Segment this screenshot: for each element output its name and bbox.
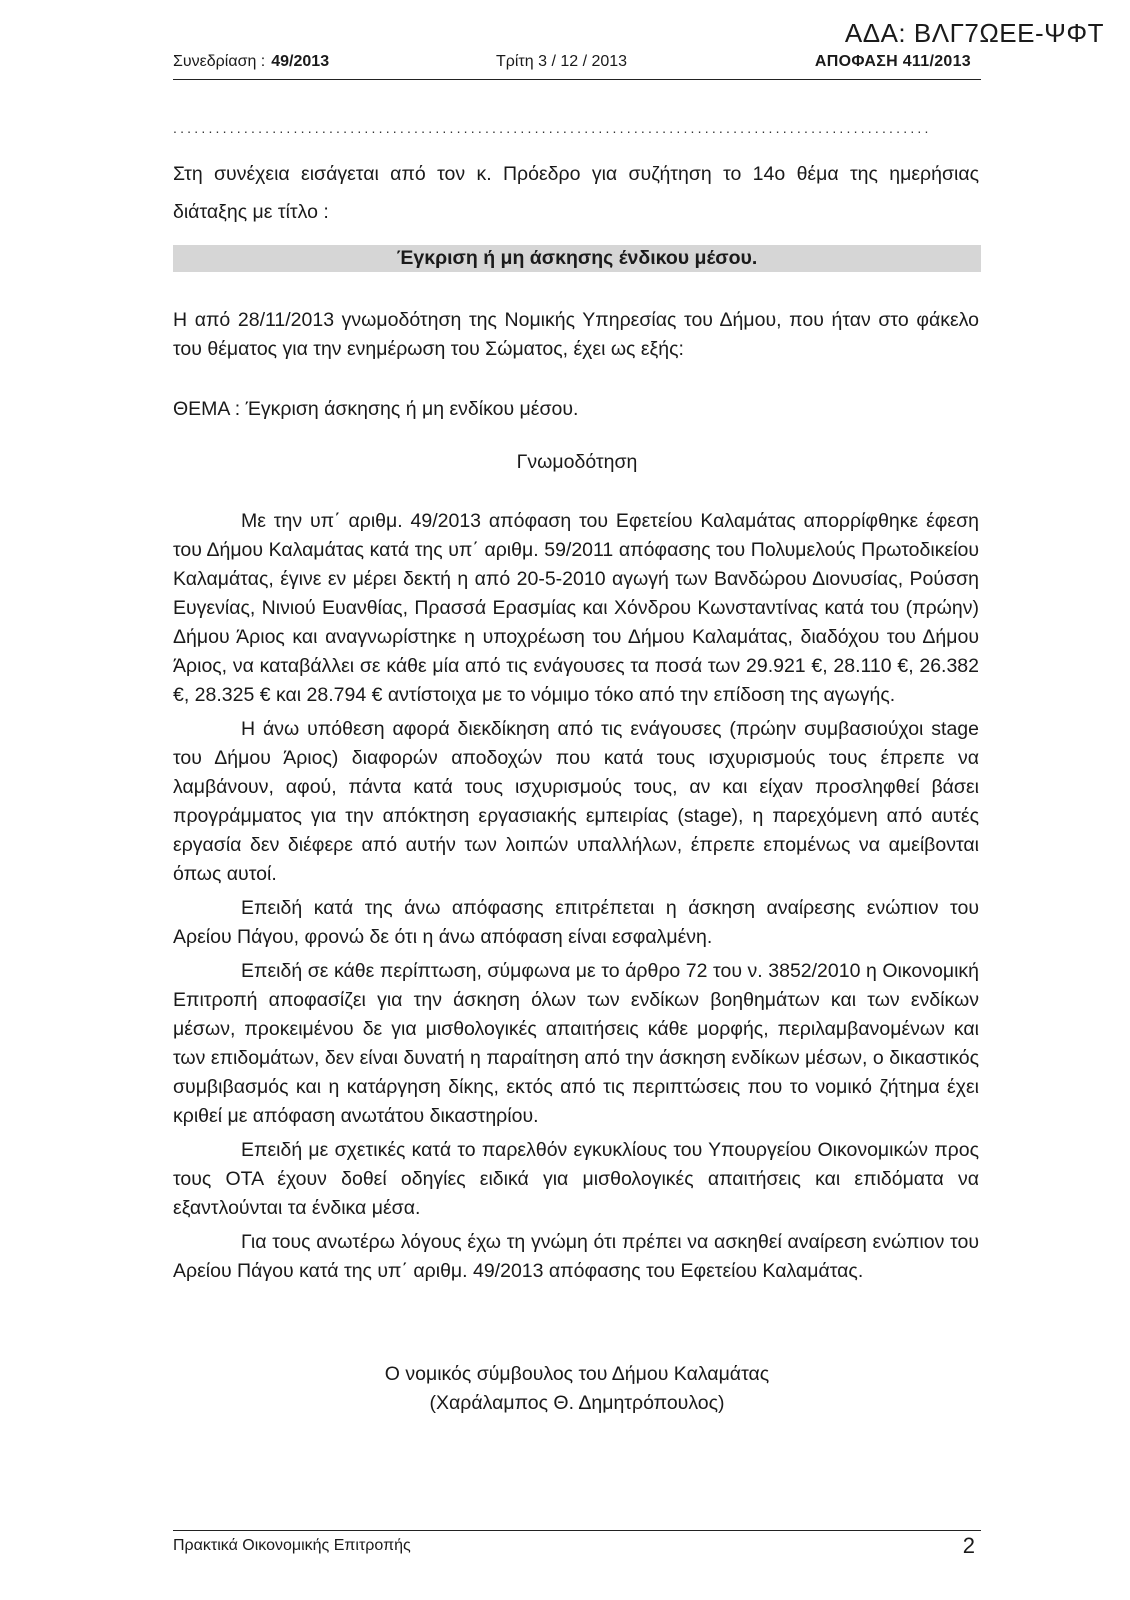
page-footer bbox=[173, 1530, 981, 1561]
subject-title: Έγκριση ή μη άσκησης ένδικου μέσου. bbox=[173, 245, 981, 272]
paragraph-3: Επειδή κατά της άνω απόφασης επιτρέπεται η άσκηση αναίρεσης ενώπιον του Αρείου Πάγου, φρονώ δε ότι η άνω απόφαση είναι εσφαλμένη. bbox=[173, 897, 979, 948]
opinion-intro-paragraph: Η από 28/11/2013 γνωμοδότηση της Νομικής Υπηρεσίας του Δήμου, που ήταν στο φάκελο του θέματος για την ενημέρωση του Σώματος, έχει ως εξής: bbox=[173, 309, 979, 360]
footer-label: Πρακτικά Οικονομικής Επιτροπής bbox=[173, 1537, 411, 1554]
session-info bbox=[173, 53, 329, 71]
signature-block bbox=[173, 1360, 981, 1418]
session-label: Συνεδρίαση : bbox=[173, 53, 266, 70]
subject-line: ΘΕΜΑ : Έγκριση άσκησης ή μη ενδίκου μέσου. bbox=[173, 398, 579, 420]
page-header bbox=[173, 53, 981, 80]
ada-code: ΑΔΑ: ΒΛΓ7ΩΕΕ-ΨΦΤ bbox=[844, 18, 1104, 48]
paragraph-1: Με την υπ΄ αριθμ. 49/2013 απόφαση του Εφετείου Καλαμάτας απορρίφθηκε έφεση του Δήμου Καλαμάτας κατά της υπ΄ αριθμ. 59/2011 απόφασης του Πολυμελούς Πρωτοδικείου Καλαμάτας, έγινε εν μέρει δεκτή η από 20-5-2010 αγωγή των Βανδώρου Διονυσίας, Ρούσση Ευγενίας, Νινιού Ευανθίας, Πρασσά Ερασμίας και Χόνδρου Κωνσταντίνας κατά του (πρώην) Δήμου Άριος και αναγνωρίστηκε η υποχρέωση του Δήμου Καλαμάτας, διαδόχου του Δήμου Άριος, να καταβάλλει σε κάθε μία από τις ενάγουσες τα ποσά των 29.921 €, 28.110 €, 26.382 €, 28.325 € και 28.794 € αντίστοιχα με το νόμιμο τόκο από την επίδοση της αγωγής. bbox=[173, 510, 979, 706]
paragraph-5: Επειδή με σχετικές κατά το παρελθόν εγκυκλίους του Υπουργείου Οικονομικών προς τους ΟΤΑ έχουν δοθεί οδηγίες ειδικά για μισθολογικές απαιτήσεις και επιδόματα να εξαντλούνται τα ένδικα μέσα. bbox=[173, 1139, 979, 1219]
paragraph-6: Για τους ανωτέρω λόγους έχω τη γνώμη ότι πρέπει να ασκηθεί αναίρεση ενώπιον του Αρείου Πάγου κατά της υπ΄ αριθμ. 49/2013 απόφασης του Εφετείου Καλαμάτας. bbox=[173, 1231, 979, 1282]
intro-paragraph: Στη συνέχεια εισάγεται από τον κ. Πρόεδρο για συζήτηση το 14ο θέμα της ημερήσιας διάταξης με τίτλο : bbox=[173, 163, 979, 223]
paragraph-4: Επειδή σε κάθε περίπτωση, σύμφωνα με το άρθρο 72 του ν. 3852/2010 η Οικονομική Επιτροπή αποφασίζει για την άσκηση όλων των ενδίκων βοηθημάτων και των ενδίκων μέσων, προκειμένου δε για μισθολογικές απαιτήσεις κάθε μορφής, περιλαμβανομένων και των επιδομάτων, δεν είναι δυνατή η παραίτηση από την άσκηση ενδίκων μέσων, ο δικαστικός συμβιβασμός και η κατάργηση δίκης, εκτός από τις περιπτώσεις που το νομικό ζήτημα έχει κριθεί με απόφαση ανωτάτου δικαστηρίου. bbox=[173, 960, 979, 1127]
paragraph-2: Η άνω υπόθεση αφορά διεκδίκηση από τις ενάγουσες (πρώην συμβασιούχοι stage του Δήμου Άριος) διαφορών αποδοχών που κατά τους ισχυρισμούς τους έπρεπε να λαμβάνουν, αφού, πάντα κατά τους ισχυρισμούς τους, αν και είχαν προσληφθεί βάσει προγράμματος για την απόκτηση εργασιακής εμπειρίας (stage), η παρεχόμενη από αυτές εργασία δεν διέφερε από αυτήν των λοιπών υπαλλήλων, έπρεπε επομένως να αμείβονται όπως αυτοί. bbox=[173, 718, 979, 885]
signature-role: Ο νομικός σύμβουλος του Δήμου Καλαμάτας bbox=[384, 1363, 770, 1385]
opinion-body bbox=[173, 507, 979, 1291]
meeting-date: Τρίτη 3 / 12 / 2013 bbox=[496, 53, 628, 70]
decision-number: ΑΠΟΦΑΣΗ 411/2013 bbox=[814, 53, 971, 70]
dotted-separator: ........................................................................................................... bbox=[173, 120, 932, 136]
opinion-heading: Γνωμοδότηση bbox=[516, 451, 638, 473]
signature-name: (Χαράλαμπος Θ. Δημητρόπουλος) bbox=[429, 1392, 725, 1414]
page-number: 2 bbox=[962, 1533, 975, 1558]
session-number: 49/2013 bbox=[271, 53, 330, 70]
